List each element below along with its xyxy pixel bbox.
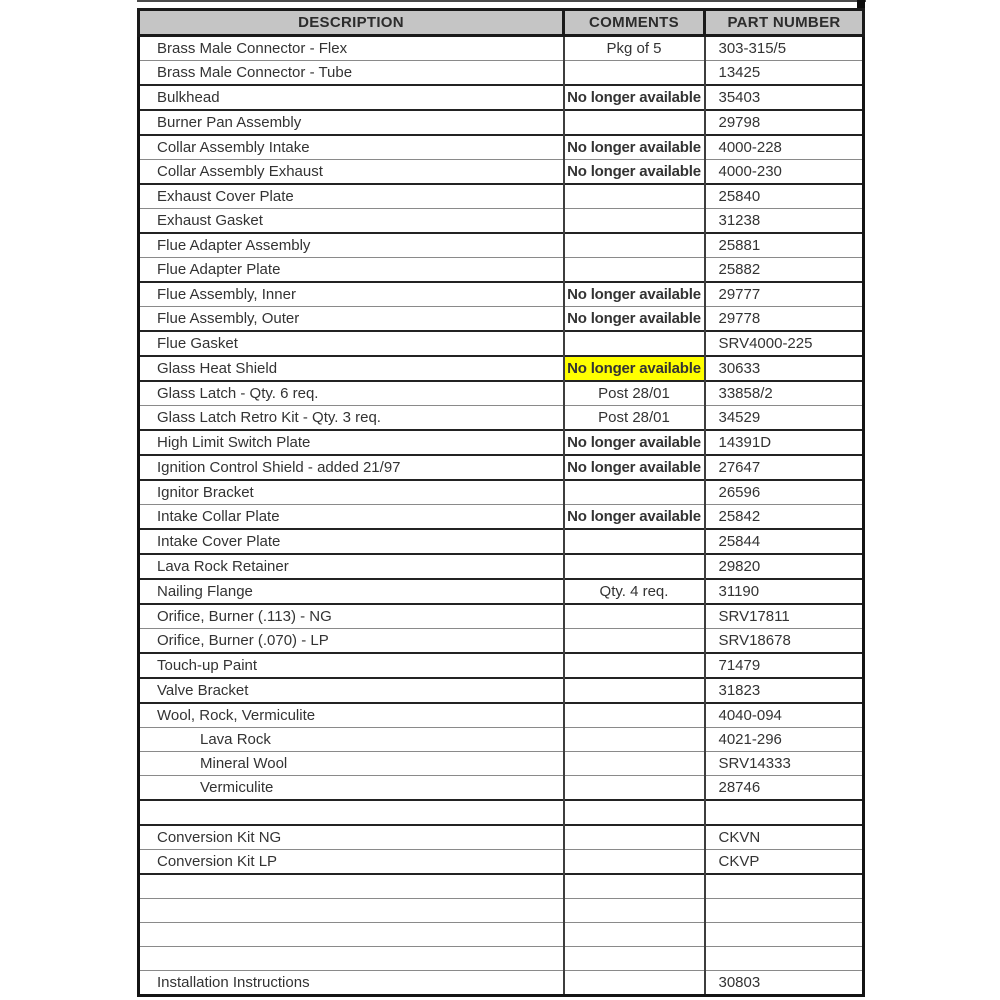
table-row	[139, 529, 864, 554]
description-cell: Collar Assembly Exhaust	[139, 160, 564, 185]
part-number-cell: 71479	[705, 653, 864, 678]
description-cell: Lava Rock Retainer	[139, 554, 564, 579]
description-cell: Touch-up Paint	[139, 653, 564, 678]
part-number-cell: 14391D	[705, 430, 864, 455]
column-header-comments: COMMENTS	[564, 10, 705, 36]
table-row	[139, 752, 864, 776]
description-cell: Glass Latch - Qty. 6 req.	[139, 381, 564, 406]
page-edge-line	[137, 0, 866, 2]
part-number-cell: CKVN	[705, 825, 864, 850]
table-row	[139, 381, 864, 406]
table-row	[139, 874, 864, 899]
comments-cell	[564, 604, 705, 629]
comments-cell: Post 28/01	[564, 381, 705, 406]
description-cell: Intake Cover Plate	[139, 529, 564, 554]
table-row	[139, 923, 864, 947]
description-cell: Collar Assembly Intake	[139, 135, 564, 160]
description-cell: Glass Heat Shield	[139, 356, 564, 381]
part-number-cell: SRV14333	[705, 752, 864, 776]
part-number-cell: 28746	[705, 776, 864, 801]
part-number-cell: SRV18678	[705, 629, 864, 654]
description-cell: Ignition Control Shield - added 21/97	[139, 455, 564, 480]
part-number-cell	[705, 947, 864, 971]
table-row	[139, 505, 864, 530]
table-row	[139, 604, 864, 629]
description-cell: Flue Assembly, Inner	[139, 282, 564, 307]
column-header-description: DESCRIPTION	[139, 10, 564, 36]
description-cell: Exhaust Cover Plate	[139, 184, 564, 209]
part-number-cell: 25842	[705, 505, 864, 530]
table-row	[139, 703, 864, 728]
description-cell	[139, 800, 564, 825]
part-number-cell: SRV17811	[705, 604, 864, 629]
part-number-cell: SRV4000-225	[705, 331, 864, 356]
comments-cell	[564, 480, 705, 505]
comments-cell	[564, 209, 705, 234]
part-number-cell: 34529	[705, 406, 864, 431]
part-number-cell: 29778	[705, 307, 864, 332]
comments-cell	[564, 874, 705, 899]
table-body	[139, 36, 864, 996]
comments-cell	[564, 653, 705, 678]
table-row	[139, 480, 864, 505]
table-row	[139, 971, 864, 996]
table-row	[139, 36, 864, 61]
table-row	[139, 331, 864, 356]
comments-cell: Qty. 4 req.	[564, 579, 705, 604]
part-number-cell: 33858/2	[705, 381, 864, 406]
comments-cell	[564, 923, 705, 947]
comments-cell	[564, 850, 705, 875]
table-row	[139, 184, 864, 209]
table-row	[139, 430, 864, 455]
part-number-cell: 26596	[705, 480, 864, 505]
comments-cell	[564, 258, 705, 283]
table-row	[139, 947, 864, 971]
part-number-cell: 29777	[705, 282, 864, 307]
part-number-cell: 30803	[705, 971, 864, 996]
header-row	[139, 10, 864, 36]
table-row	[139, 455, 864, 480]
part-number-cell: 31238	[705, 209, 864, 234]
description-cell: Exhaust Gasket	[139, 209, 564, 234]
description-cell: Installation Instructions	[139, 971, 564, 996]
comments-cell	[564, 678, 705, 703]
part-number-cell: 13425	[705, 61, 864, 86]
comments-cell: No longer available	[564, 282, 705, 307]
description-cell: Orifice, Burner (.070) - LP	[139, 629, 564, 654]
part-number-cell: 25840	[705, 184, 864, 209]
comments-cell: Post 28/01	[564, 406, 705, 431]
table-row	[139, 800, 864, 825]
table-row	[139, 406, 864, 431]
table-row	[139, 728, 864, 752]
part-number-cell	[705, 800, 864, 825]
comments-cell	[564, 703, 705, 728]
part-number-cell: 25881	[705, 233, 864, 258]
table-row	[139, 579, 864, 604]
description-cell: Conversion Kit NG	[139, 825, 564, 850]
part-number-cell: 30633	[705, 356, 864, 381]
part-number-cell: 4040-094	[705, 703, 864, 728]
part-number-cell: 303-315/5	[705, 36, 864, 61]
description-cell: Wool, Rock, Vermiculite	[139, 703, 564, 728]
comments-cell	[564, 776, 705, 801]
table-row	[139, 776, 864, 801]
description-cell: Mineral Wool	[139, 752, 564, 776]
table-row	[139, 233, 864, 258]
part-number-cell: 4000-228	[705, 135, 864, 160]
table-row	[139, 85, 864, 110]
comments-cell	[564, 629, 705, 654]
comments-cell	[564, 233, 705, 258]
table-row	[139, 61, 864, 86]
comments-cell: No longer available	[564, 455, 705, 480]
comments-cell: No longer available	[564, 85, 705, 110]
description-cell: Conversion Kit LP	[139, 850, 564, 875]
description-cell: Flue Adapter Assembly	[139, 233, 564, 258]
description-cell	[139, 874, 564, 899]
comments-cell	[564, 971, 705, 996]
table-row	[139, 160, 864, 185]
description-cell: Ignitor Bracket	[139, 480, 564, 505]
description-cell: Valve Bracket	[139, 678, 564, 703]
comments-cell	[564, 110, 705, 135]
comments-cell	[564, 184, 705, 209]
description-cell: High Limit Switch Plate	[139, 430, 564, 455]
comments-cell: No longer available	[564, 430, 705, 455]
comments-cell: No longer available	[564, 505, 705, 530]
comments-cell	[564, 752, 705, 776]
comments-cell	[564, 947, 705, 971]
table-row	[139, 850, 864, 875]
description-cell	[139, 923, 564, 947]
table-row	[139, 678, 864, 703]
comments-cell	[564, 61, 705, 86]
part-number-cell: 25844	[705, 529, 864, 554]
description-cell: Glass Latch Retro Kit - Qty. 3 req.	[139, 406, 564, 431]
table-row	[139, 825, 864, 850]
comments-cell	[564, 554, 705, 579]
table-row	[139, 135, 864, 160]
part-number-cell: 4021-296	[705, 728, 864, 752]
part-number-cell: 27647	[705, 455, 864, 480]
comments-cell: Pkg of 5	[564, 36, 705, 61]
table-row	[139, 653, 864, 678]
comments-cell	[564, 331, 705, 356]
comments-cell: No longer available	[564, 135, 705, 160]
part-number-cell: 29820	[705, 554, 864, 579]
part-number-cell: 31190	[705, 579, 864, 604]
description-cell: Nailing Flange	[139, 579, 564, 604]
description-cell: Flue Assembly, Outer	[139, 307, 564, 332]
comments-cell	[564, 899, 705, 923]
description-cell: Orifice, Burner (.113) - NG	[139, 604, 564, 629]
part-number-cell: 4000-230	[705, 160, 864, 185]
table-row	[139, 282, 864, 307]
part-number-cell	[705, 899, 864, 923]
description-cell: Brass Male Connector - Tube	[139, 61, 564, 86]
table-row	[139, 629, 864, 654]
description-cell: Lava Rock	[139, 728, 564, 752]
comments-cell: No longer available	[564, 160, 705, 185]
comments-cell: No longer available	[564, 356, 705, 381]
part-number-cell	[705, 923, 864, 947]
table-row	[139, 899, 864, 923]
parts-table	[137, 8, 865, 997]
part-number-cell	[705, 874, 864, 899]
description-cell: Burner Pan Assembly	[139, 110, 564, 135]
part-number-cell: CKVP	[705, 850, 864, 875]
column-header-part-number: PART NUMBER	[705, 10, 864, 36]
comments-cell	[564, 800, 705, 825]
table-row	[139, 209, 864, 234]
description-cell	[139, 947, 564, 971]
table-row	[139, 110, 864, 135]
comments-cell	[564, 529, 705, 554]
description-cell	[139, 899, 564, 923]
part-number-cell: 29798	[705, 110, 864, 135]
comments-cell: No longer available	[564, 307, 705, 332]
comments-cell	[564, 728, 705, 752]
table-row	[139, 554, 864, 579]
comments-cell	[564, 825, 705, 850]
description-cell: Bulkhead	[139, 85, 564, 110]
part-number-cell: 35403	[705, 85, 864, 110]
description-cell: Vermiculite	[139, 776, 564, 801]
table-row	[139, 307, 864, 332]
description-cell: Flue Gasket	[139, 331, 564, 356]
table-row	[139, 258, 864, 283]
description-cell: Flue Adapter Plate	[139, 258, 564, 283]
part-number-cell: 31823	[705, 678, 864, 703]
description-cell: Brass Male Connector - Flex	[139, 36, 564, 61]
table-row	[139, 356, 864, 381]
part-number-cell: 25882	[705, 258, 864, 283]
description-cell: Intake Collar Plate	[139, 505, 564, 530]
